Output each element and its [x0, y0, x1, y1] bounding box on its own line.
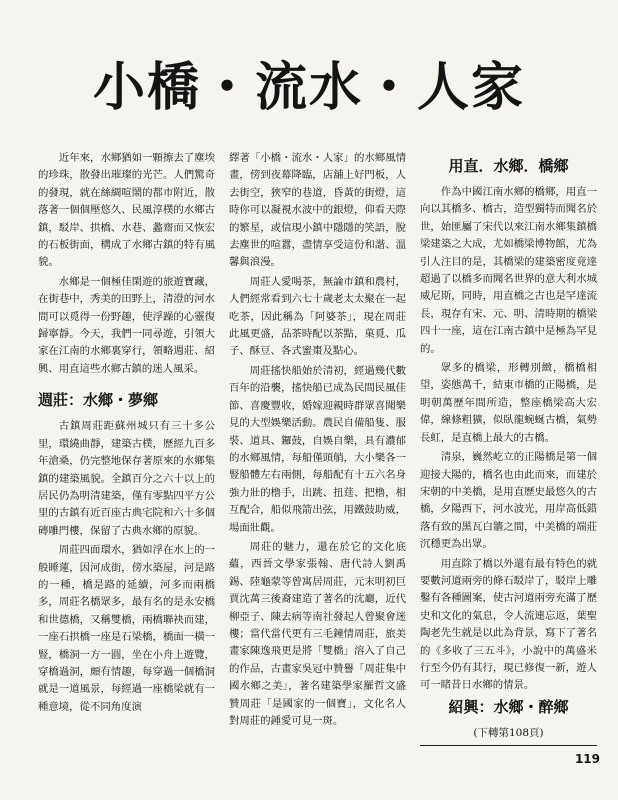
luzhi-paragraph-1: 作為中國江南水鄉的橋鄉，用直一向以其橋多、橋古，造型獨特而聞名於世，始匪屬了宋代以來江南水鄉集鎮橋梁建築之大成，尤如橋梁博物館，尤為引人注目的是，其橋梁的建築密度竟達超過了以橋多而聞名世界的意大利水城威尼斯，同時，用直橋之古也是罕達流長，現存有宋、元、明、清時期的橋梁四十一座，這在江南古鎮中是極為罕見的。	[420, 186, 597, 355]
page-number: 119	[574, 752, 600, 766]
page-title: 小橋・流水・人家	[92, 58, 525, 118]
zhouzhuang-paragraph-2: 周莊四面環水，猶如浮在水上的一般睡蓮，因河成街，傍水築屋，河是路的一種，橋是路的延續，河多而兩橋多，周莊名橋眾多，最有名的是永安橋和世德橋，又稱雙橋，兩橋聯袂而建，一座石拱橋一座是石梁橋，橋面一橫一豎，橋洞一方一圓，坐在小舟上遊覽，穿橋過洞，頗有情趣，每穿過一個橋洞就是一道風景，每經過一座橋梁就有一種意境，從不同角度演	[38, 544, 215, 713]
luzhi-paragraph-2: 眾多的橋梁，形轉別緻，橋橋相望，姿態萬千，結東市橋的正陽橋，是明朝萬歷年間所造，整座橋梁高大宏偉，線條粗獷，似臥龍蜿蜒古橋，氣勢長虹，是直橋上最大的古橋。	[420, 362, 597, 444]
zhouzhuang-paragraph-6: 周莊的魅力，還在於它的文化底蘊，西晉文學家張翰、唐代詩人劉禹錫、陸龜蒙等曾寓居周莊，元末明初巨賈沈萬三後裔建造了著名的沈廳，近代柳亞子、陳去病等南社發起人曾聚會迷樓；當代當代更有三毛鐘情周莊，旅美畫家陳逸飛更是將「雙橋」溶入了自己的作品，古畫家吳冠中贊譽「周莊集中國水鄉之美」，著名建築學家羅哲文盛贊周莊「是國家的一個寶」，文化名人對周莊的鍾愛可見一斑。	[229, 540, 406, 727]
continued-note: (下轉第108頁)	[473, 726, 544, 739]
luzhi-paragraph-4: 用直除了橋以外還有最有特色的就要數河道兩旁的條石駁岸了，駁岸上雕鑿有各種圖案，使古河道兩旁充滿了歷史和文化的氣息，令人流連忘返，葉聖陶老先生就是以此為背景，寫下了著名的《多收了三五斗》，小說中的萬盛米行至今仍有其行，現已修復一新，遊人可一睹昔日水鄉的情景。	[420, 557, 597, 692]
section-heading-luzhi: 用直．水鄉．橋鄉	[448, 157, 569, 175]
intro-paragraph-2: 水鄉是一個極佳閑遊的旅遊寶藏，在街巷中，秀美的田野上，清澄的河水間可以覓得一份野趣，使浮躁的心靈復歸寧靜。今天，我們一同尋遊，引領大家在江南的水鄉裏穿行，領略週莊、紹興、用直這些水鄉古鎮的迷人風采。	[38, 275, 215, 375]
zhouzhuang-paragraph-5: 周莊搖快船始於清初，經過幾代數百年的沿襲，搖快船已成為民間民風佳節、喜慶豐收，婚嫁迎親時群眾喜聞樂見的大型娛樂活動。農民自備船隻、服裝、道具、鑼鼓，自娛自樂，具有濃郁的水鄉風情，每船僅頭艄，大小樂各一豎船體左右兩側，每船配有十五六名身強力壯的橹手，出跳、扭莛、把橹，相互配合，船似飛箭出弦，用鐵鼓助威，場面壯觀。	[229, 364, 406, 534]
column-middle	[229, 150, 406, 730]
zhouzhuang-paragraph-3: 繹著「小橋・流水・人家」的水鄉風情畫，傍到夜幕降臨，店舖上好門板，人去街空，狹窄的巷道，昏黃的街燈，這時你可以凝視水波中的銀燈，仰看天際的繁星，或信現小鎮中隱隱的笑語，脫去塵世的喧囂，盡情享受這份和諧、溫馨與浪漫。	[229, 152, 406, 269]
column-left	[38, 150, 215, 716]
column-right	[420, 154, 597, 742]
section-heading-shaoxing: 紹興：水鄉・醉鄉	[448, 697, 569, 716]
zhouzhuang-paragraph-4: 周莊人愛喝茶，無論市鎮和農村，人們經常看到六七十歲老太太聚在一起吃茶，因此稱為「阿婆茶」，現在周莊此風更盛，品茶時配以茶點，菓覓、瓜子、酥豆、各式蜜棗及點心。	[229, 275, 406, 358]
section-heading-zhouzhuang: 週莊：水鄉・夢鄉	[38, 391, 159, 410]
zhouzhuang-paragraph-1: 古鎮周莊距蘇州城只有三十多公里，環繞曲靜，建築古樸，歷經九百多年滄桑，仍完整地保存著原來的水鄉集鎮的建築風貌。全鎮百分之六十以上的居民仍為明清建築，僅有零點四平方公里的古鎮有近百座古典宅院和六十多個磚雕門樓，保留了古典水鄉的原貌。	[38, 420, 215, 537]
intro-paragraph-1: 近年來，水鄉猶如一顆擦去了塵埃的珍珠，散發出璀璨的光芒。人們驚奇的發現，就在絲綢喧鬧的都市附近，散落著一個個壓悠久、民風淳樸的水鄉古鎮，駁岸、拱橋、水巷、蠡齋而又恢宏的石板街面，構成了水鄉古鎮的特有風貌。	[38, 152, 215, 269]
luzhi-paragraph-3: 清泉，巍然屹立的正陽橋是第一個迎接大陽的，橋名也由此而來，而建於宋朝的中美橋，是用直歷史最悠久的古橋，夕陽西下，河水波光，用岸高低錯落有致的黑瓦白牆之間，中美橋的端莊沉穩更為出眾。	[420, 451, 597, 551]
footer-rule	[420, 745, 597, 746]
